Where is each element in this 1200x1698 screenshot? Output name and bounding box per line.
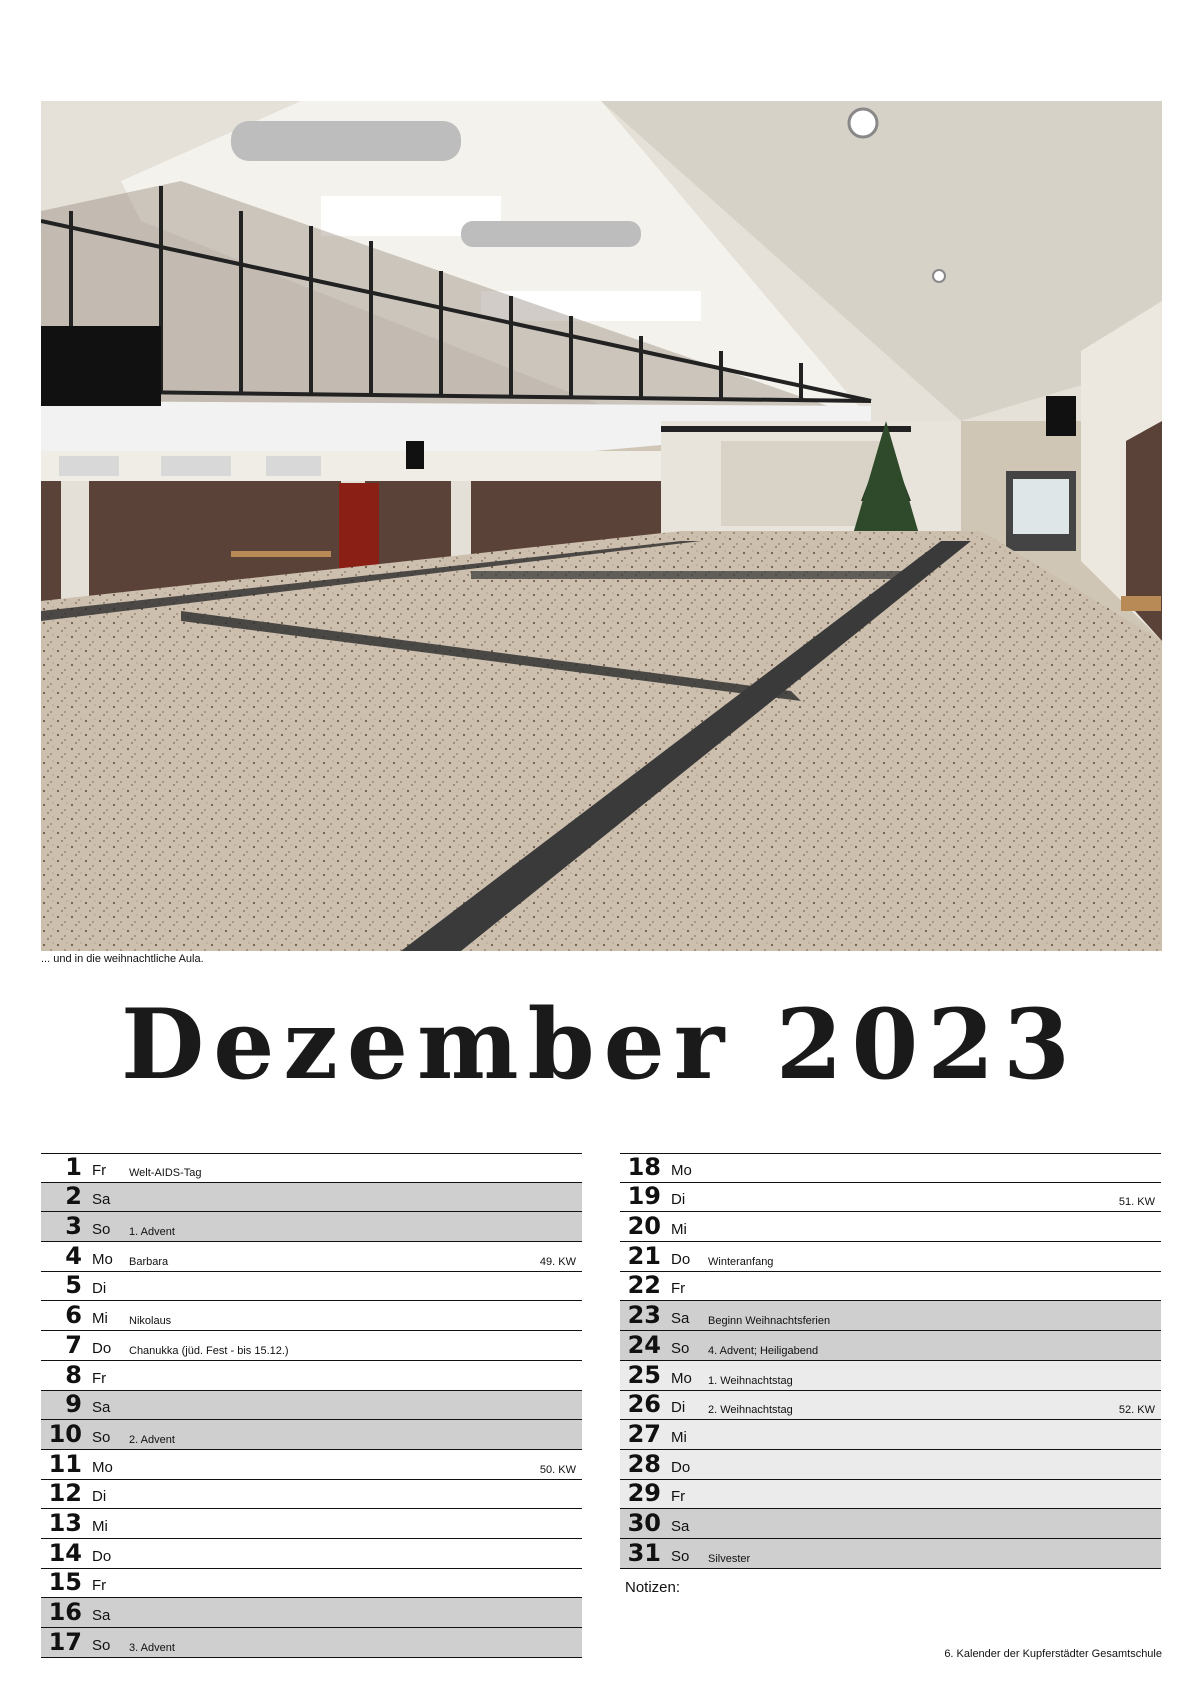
calendar-row <box>41 1628 582 1658</box>
weekday-label: Sa <box>92 1191 111 1209</box>
day-number: 19 <box>627 1182 661 1211</box>
event-label: Beginn Weihnachtsferien <box>708 1315 831 1328</box>
weekday-label: Mi <box>671 1221 687 1239</box>
weekday-label: Mo <box>92 1250 113 1268</box>
day-number: 9 <box>65 1390 82 1419</box>
day-number: 31 <box>627 1538 661 1567</box>
calendar-row <box>620 1539 1161 1569</box>
footer-text: 6. Kalender der Kupferstädter Gesamtschule <box>944 1648 1162 1660</box>
weekday-label: Di <box>92 1488 107 1506</box>
calendar-row <box>41 1539 582 1569</box>
day-number: 17 <box>48 1627 82 1656</box>
day-number: 21 <box>627 1241 661 1270</box>
day-number: 29 <box>627 1479 661 1508</box>
calendar-row <box>620 1361 1161 1391</box>
event-label: Chanukka (jüd. Fest - bis 15.12.) <box>129 1344 289 1357</box>
event-label: 1. Advent <box>129 1226 175 1239</box>
event-label: Silvester <box>708 1552 751 1565</box>
calendar-row <box>41 1598 582 1628</box>
event-label: Winteranfang <box>708 1255 774 1268</box>
day-number: 3 <box>65 1212 82 1241</box>
day-number: 27 <box>627 1419 661 1448</box>
calendar-row <box>620 1212 1161 1242</box>
calendar-row <box>41 1569 582 1599</box>
calendar-row <box>620 1450 1161 1480</box>
day-number: 16 <box>48 1598 82 1626</box>
calendar-row <box>620 1331 1161 1361</box>
week-number: 51. KW <box>1118 1196 1155 1209</box>
event-label: Nikolaus <box>129 1315 172 1328</box>
weekday-label: Fr <box>92 1577 107 1595</box>
weekday-label: Mo <box>671 1161 692 1179</box>
calendar-row <box>41 1331 582 1361</box>
day-number: 8 <box>65 1360 82 1389</box>
calendar-row <box>620 1301 1161 1331</box>
week-number: 50. KW <box>539 1463 576 1476</box>
weekday-label: Sa <box>671 1310 690 1328</box>
weekday-label: Di <box>671 1399 686 1417</box>
weekday-label: Do <box>92 1547 112 1565</box>
weekday-label: Fr <box>92 1161 107 1179</box>
day-number: 10 <box>48 1419 82 1448</box>
day-number: 6 <box>65 1301 82 1330</box>
week-number: 49. KW <box>539 1255 576 1268</box>
day-number: 28 <box>627 1449 661 1478</box>
weekday-label: Mi <box>92 1310 108 1328</box>
day-number: 5 <box>65 1271 82 1300</box>
weekday-label: So <box>92 1221 111 1239</box>
calendar-row <box>620 1391 1161 1421</box>
event-label: Barbara <box>129 1255 169 1268</box>
calendar-column-right <box>620 1153 1161 1569</box>
weekday-label: So <box>671 1339 690 1357</box>
day-number: 4 <box>65 1241 82 1270</box>
weekday-label: Di <box>92 1280 107 1298</box>
weekday-label: Do <box>671 1250 691 1268</box>
calendar-row <box>620 1183 1161 1213</box>
calendar-row <box>41 1272 582 1302</box>
calendar-row <box>620 1420 1161 1450</box>
day-number: 14 <box>48 1538 82 1567</box>
event-label: 2. Advent <box>129 1433 175 1446</box>
weekday-label: So <box>92 1428 111 1446</box>
calendar-row <box>41 1420 582 1450</box>
calendar-row <box>41 1391 582 1421</box>
event-label: 4. Advent; Heiligabend <box>708 1344 819 1357</box>
calendar-row <box>41 1212 582 1242</box>
weekday-label: So <box>92 1636 111 1654</box>
calendar-row <box>620 1509 1161 1539</box>
weekday-label: Mo <box>92 1458 113 1476</box>
weekday-label: Fr <box>671 1488 686 1506</box>
weekday-label: Fr <box>671 1280 686 1298</box>
day-number: 24 <box>627 1330 661 1359</box>
weekday-label: Mo <box>671 1369 692 1387</box>
weekday-label: Di <box>671 1191 686 1209</box>
day-number: 26 <box>627 1390 661 1419</box>
day-number: 25 <box>627 1360 661 1389</box>
weekday-label: So <box>671 1547 690 1565</box>
week-number: 52. KW <box>1118 1404 1155 1417</box>
weekday-label: Mi <box>671 1428 687 1446</box>
weekday-label: Do <box>92 1339 112 1357</box>
day-number: 30 <box>627 1508 661 1537</box>
day-number: 1 <box>65 1152 82 1181</box>
event-label: 1. Weihnachtstag <box>708 1374 793 1387</box>
day-number: 15 <box>48 1568 82 1597</box>
weekday-label: Sa <box>92 1399 111 1417</box>
calendar-row <box>41 1509 582 1539</box>
day-number: 13 <box>48 1508 82 1537</box>
photo-aula <box>41 101 1162 951</box>
event-label: 3. Advent <box>129 1641 175 1654</box>
day-number: 22 <box>627 1271 661 1300</box>
notes-label: Notizen: <box>625 1579 681 1596</box>
calendar-row <box>620 1272 1161 1302</box>
calendar-row <box>41 1361 582 1391</box>
calendar-column-left <box>41 1153 582 1658</box>
weekday-label: Fr <box>92 1369 107 1387</box>
day-number: 23 <box>627 1301 661 1330</box>
calendar-row <box>41 1480 582 1510</box>
day-number: 12 <box>48 1479 82 1508</box>
page-title: Dezember 2023 <box>121 988 1079 1101</box>
day-number: 20 <box>627 1212 661 1241</box>
calendar-row <box>41 1242 582 1272</box>
calendar-row <box>41 1153 582 1183</box>
day-number: 11 <box>48 1449 82 1478</box>
calendar-row <box>620 1153 1161 1183</box>
event-label: 2. Weihnachtstag <box>708 1404 793 1417</box>
calendar-row <box>41 1450 582 1480</box>
weekday-label: Sa <box>92 1607 111 1624</box>
photo-caption: ... und in die weihnachtliche Aula. <box>41 953 204 965</box>
calendar-row <box>41 1183 582 1213</box>
calendar-row <box>41 1301 582 1331</box>
weekday-label: Mi <box>92 1517 108 1535</box>
day-number: 7 <box>65 1330 82 1359</box>
weekday-label: Sa <box>671 1517 690 1535</box>
day-number: 2 <box>65 1182 82 1211</box>
calendar-row <box>620 1480 1161 1510</box>
day-number: 18 <box>627 1152 661 1181</box>
weekday-label: Do <box>671 1458 691 1476</box>
event-label: Welt-AIDS-Tag <box>129 1166 202 1179</box>
calendar-row <box>620 1242 1161 1272</box>
